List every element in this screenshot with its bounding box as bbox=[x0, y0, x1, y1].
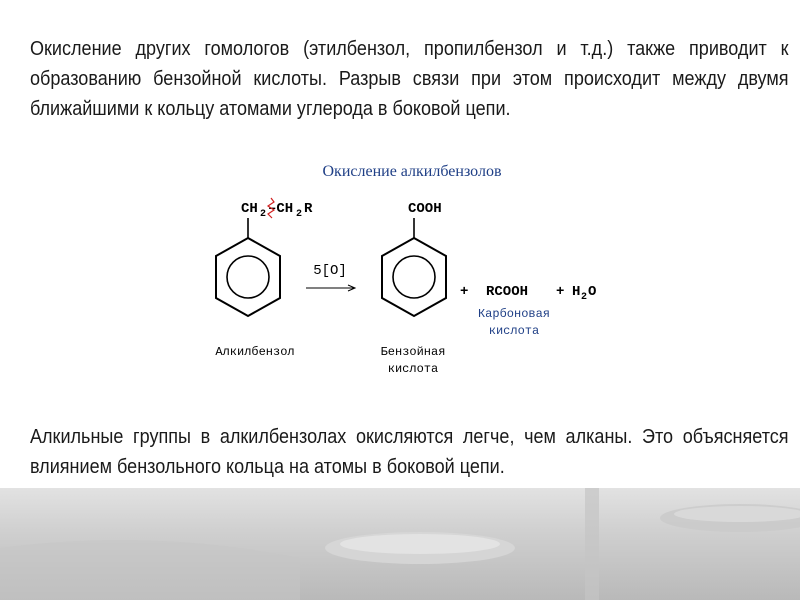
scheme-title: Окисление алкилбензолов bbox=[322, 163, 502, 180]
svg-text:CH: CH bbox=[241, 201, 258, 217]
svg-text:H: H bbox=[572, 284, 581, 300]
intro-paragraph: Окисление других гомологов (этилбензол, пропилбензол и т.д.) также приводит к образованию бензойной кислоты. Разрыв связи при этом происходит между двумя ближайшими к кольцу атомами углерода в боковой цепи. bbox=[30, 37, 789, 120]
acid-label-line1: Карбоновая bbox=[477, 307, 551, 321]
conclusion-paragraph: Алкильные группы в алкилбензолах окисляются легче, чем алканы. Это объясняется влиянием бензольного кольца на атомы в боковой цепи. bbox=[30, 425, 789, 478]
benzene-ring-reactant bbox=[216, 238, 280, 316]
svg-text:R: R bbox=[304, 201, 313, 217]
plus-sign-2: + bbox=[556, 284, 565, 300]
reaction-arrow bbox=[306, 285, 355, 291]
benzene-ring-product bbox=[382, 238, 446, 316]
oxidation-scheme bbox=[0, 150, 800, 390]
reagent-label: 5[O] bbox=[313, 263, 347, 279]
product-label-line2: кислота bbox=[387, 362, 439, 376]
water-formula bbox=[572, 284, 596, 303]
background-scales-decoration bbox=[0, 488, 800, 600]
reactant-formula bbox=[241, 201, 313, 220]
svg-text:O: O bbox=[588, 284, 597, 300]
plus-sign-1: + bbox=[460, 284, 469, 300]
reactant-label: Алкилбензол bbox=[215, 345, 295, 359]
acid-label-line2: кислота bbox=[488, 324, 540, 338]
svg-text:2: 2 bbox=[260, 209, 267, 220]
product-formula: COOH bbox=[408, 201, 442, 217]
svg-text:2: 2 bbox=[581, 292, 588, 303]
slide-background bbox=[0, 488, 800, 600]
svg-text:–CH: –CH bbox=[268, 201, 294, 217]
product-label-line1: Бензойная bbox=[380, 345, 446, 359]
svg-text:2: 2 bbox=[296, 209, 303, 220]
carboxylic-acid-formula: RCOOH bbox=[486, 284, 529, 300]
